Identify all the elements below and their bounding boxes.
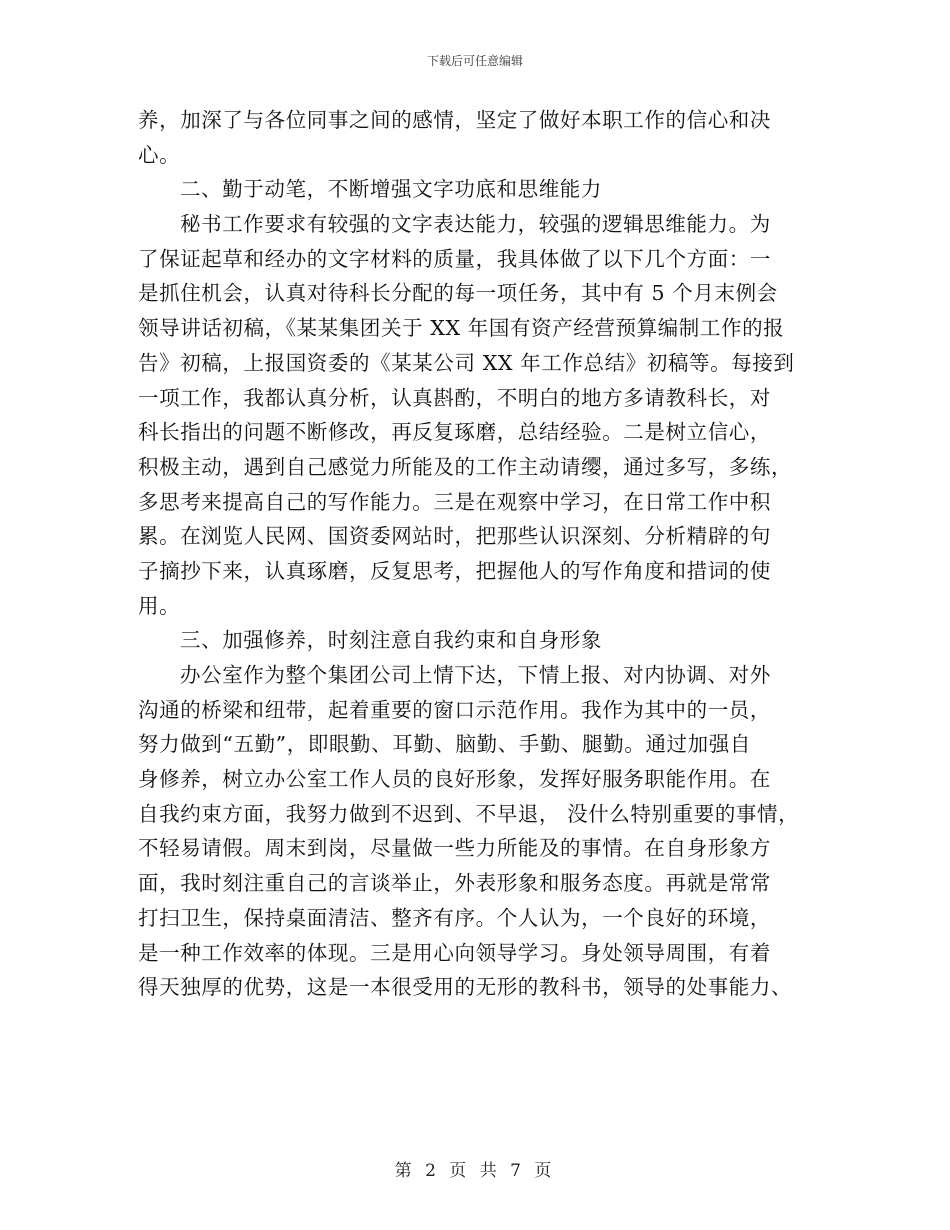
text-line: 科长指出的问题不断修改，再反复琢磨，总结经验。二是树立信心， <box>138 420 771 445</box>
text-line: 养，加深了与各位同事之间的感情，坚定了做好本职工作的信心和决 <box>138 108 771 132</box>
text-line: 自我约束方面，我努力做到不迟到、不早退， 没什么特别重要的事情， <box>138 801 800 826</box>
text-line: 领导讲话初稿，《某某集团关于 XX 年国有资产经营预算编制工作的报 <box>138 316 785 341</box>
page-header-note: 下载后可任意编辑 <box>426 54 523 68</box>
text-line: 用。 <box>138 593 181 618</box>
text-line: 身修养，树立办公室工作人员的良好形象，发挥好服务职能作用。在 <box>138 767 771 792</box>
text-line: 是抓住机会，认真对待科长分配的每一项任务，其中有 5 个月末例会 <box>138 281 778 306</box>
text-line: 累。在浏览人民网、国资委网站时，把那些认识深刻、分析精辟的句 <box>138 524 771 549</box>
text-line: 三、加强修养，时刻注意自我约束和自身形象 <box>180 628 602 653</box>
document-body <box>138 103 818 1005</box>
text-line: 积极主动，遇到自己感觉力所能及的工作主动请缨，通过多写，多练， <box>138 454 793 479</box>
text-line: 努力做到“五勤”，即眼勤、耳勤、脑勤、手勤、腿勤。通过加强自 <box>138 732 751 757</box>
text-line: 一项工作，我都认真分析，认真斟酌，不明白的地方多请教科长，对 <box>138 385 771 410</box>
text-line: 得天独厚的优势，这是一本很受用的无形的教科书，领导的处事能力、 <box>138 975 793 1000</box>
text-line: 子摘抄下来，认真琢磨，反复思考，把握他人的写作角度和措词的使 <box>138 558 771 583</box>
text-line: 打扫卫生，保持桌面清洁、整齐有序。个人认为，一个良好的环境， <box>138 905 771 930</box>
text-line: 办公室作为整个集团公司上情下达，下情上报、对内协调、对外 <box>180 663 771 687</box>
text-line: 心。 <box>138 142 181 167</box>
text-line: 告》初稿，上报国资委的《某某公司 XX 年工作总结》初稿等。每接到 <box>138 350 795 375</box>
text-line: 秘书工作要求有较强的文字表达能力，较强的逻辑思维能力。为 <box>180 212 771 237</box>
text-line: 不轻易请假。周末到岗，尽量做一些力所能及的事情。在自身形象方 <box>138 836 771 861</box>
text-line: 了保证起草和经办的文字材料的质量，我具体做了以下几个方面：一 <box>138 246 771 271</box>
text-line: 面，我时刻注重自己的言谈举止，外表形象和服务态度。再就是常常 <box>138 871 771 896</box>
text-line: 是一种工作效率的体现。三是用心向领导学习。身处领导周围，有着 <box>138 940 771 965</box>
text-line: 沟通的桥梁和纽带，起着重要的窗口示范作用。我作为其中的一员， <box>138 697 771 722</box>
text-line: 二、勤于动笔，不断增强文字功底和思维能力 <box>180 177 602 202</box>
text-line: 多思考来提高自己的写作能力。三是在观察中学习，在日常工作中积 <box>138 489 771 514</box>
page-number-footer: 第 2 页 共 7 页 <box>394 1161 556 1181</box>
